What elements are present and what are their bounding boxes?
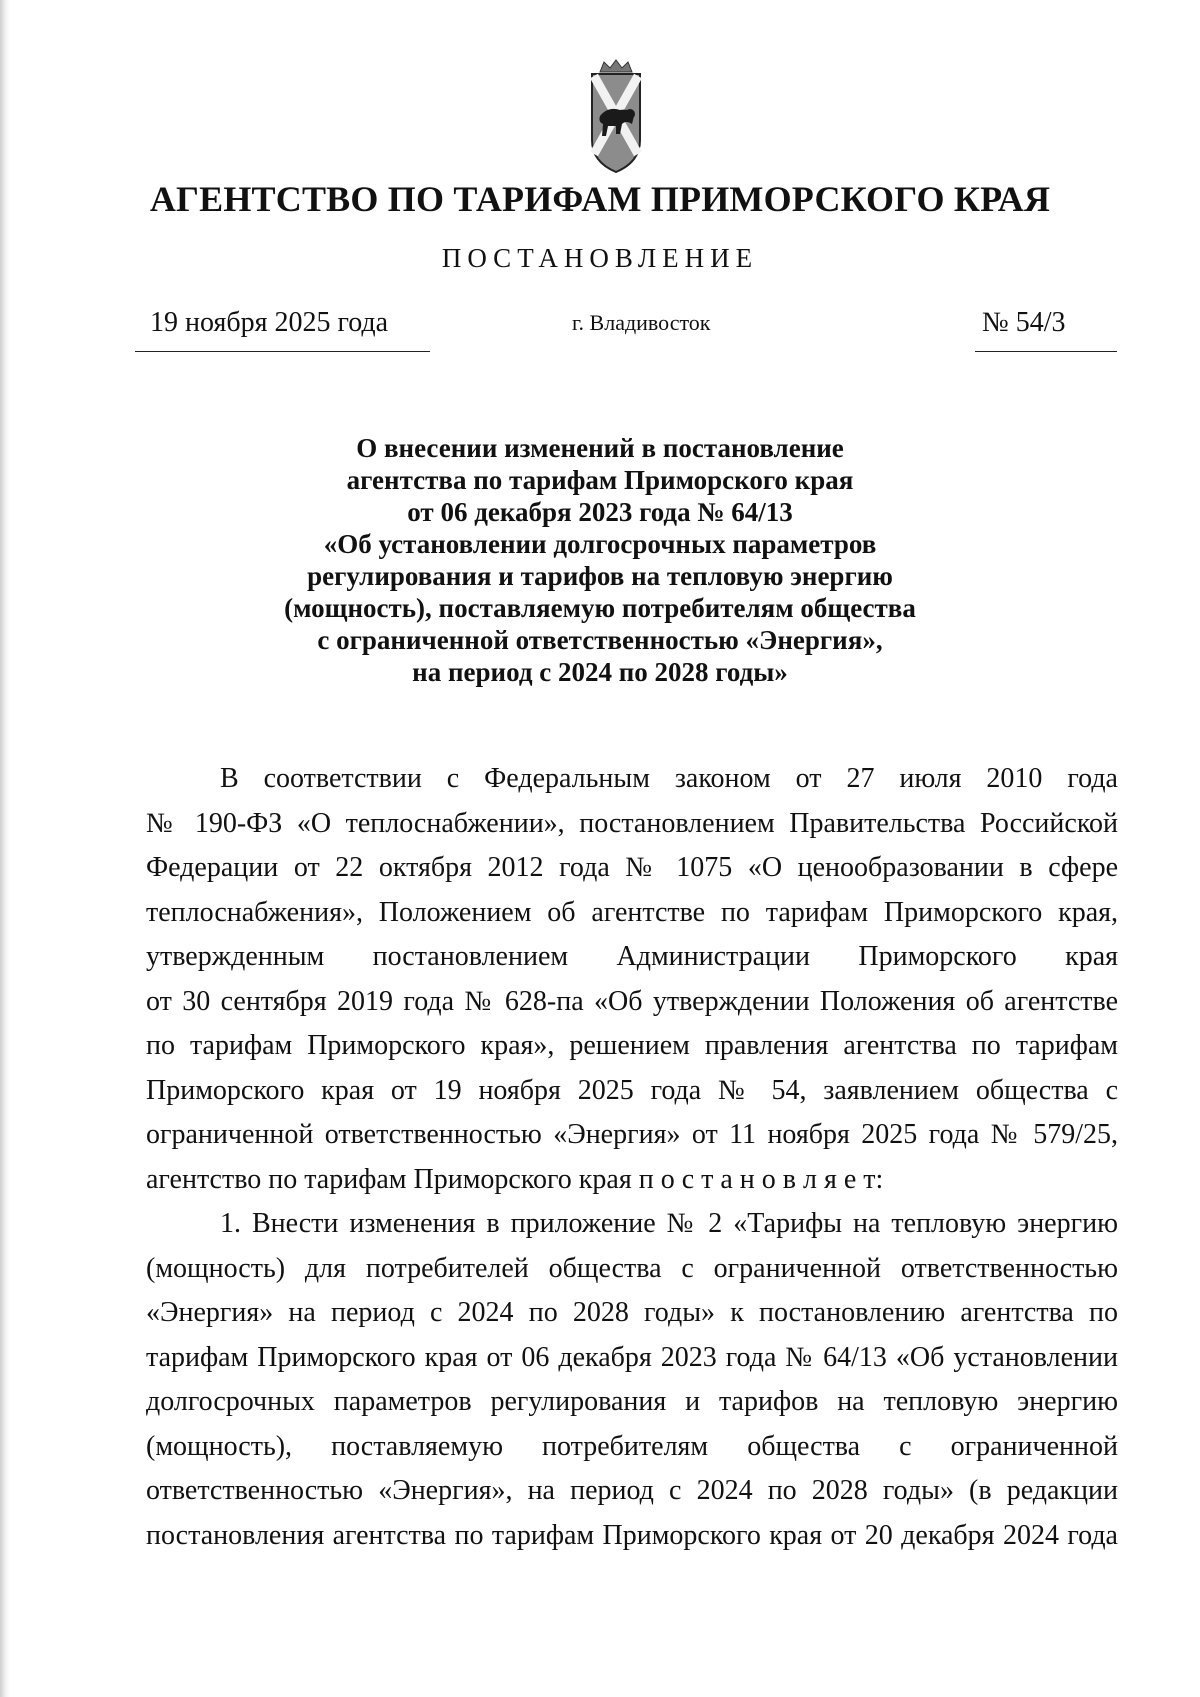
paragraph-line: по тарифам Приморского края», решением правления агентства по тарифам (146, 1030, 1118, 1061)
paragraph-line: № 190-ФЗ «О теплоснабжении», постановлением Правительства Российской (146, 807, 1118, 839)
document-date: 19 ноября 2025 года (150, 307, 389, 338)
document-type: ПОСТАНОВЛЕНИЕ (441, 243, 759, 273)
paragraph-line: утвержденным постановлением Администрации Приморского края (146, 941, 1118, 972)
paragraph-line: Приморского края от 19 ноября 2025 года № 54, заявлением общества с (146, 1074, 1118, 1106)
paragraph-line: от 30 сентября 2019 года № 628-па «Об утверждении Положения об агентстве (146, 985, 1118, 1017)
document-number: № 54/3 (982, 307, 1066, 338)
title-line: регулирования и тарифов на тепловую энергию (307, 561, 893, 591)
paragraph-line: В соответствии с Федеральным законом от 27 июля 2010 года (220, 763, 1118, 794)
paragraph-line: «Энергия» на период с 2024 по 2028 годы» к постановлению агентства по (146, 1297, 1118, 1328)
title-line: на период с 2024 по 2028 годы» (412, 657, 788, 687)
date-underline (135, 351, 430, 352)
document-title (150, 432, 1050, 688)
document-body (146, 757, 1118, 1558)
title-line: «Об установлении долгосрочных параметров (323, 529, 877, 559)
paragraph-line: ограниченной ответственностью «Энергия» от 11 ноября 2025 года № 579/25, (146, 1119, 1118, 1150)
paragraph-line: 1. Внести изменения в приложение № 2 «Тарифы на тепловую энергию (220, 1208, 1118, 1239)
coat-of-arms-icon (586, 58, 646, 176)
paragraph-line: постановления агентства по тарифам Приморского края от 20 декабря 2024 года (146, 1519, 1118, 1551)
paragraph-line: ответственностью «Энергия», на период с 2024 по 2028 годы» (в редакции (146, 1475, 1118, 1506)
paragraph-line: (мощность), поставляемую потребителям общества с ограниченной (146, 1430, 1118, 1462)
paragraph-line: теплоснабжения», Положением об агентстве по тарифам Приморского края, (146, 896, 1118, 928)
paragraph-line: агентство по тарифам Приморского края п о с т а н о в л я е т: (146, 1163, 884, 1195)
paragraph-line: (мощность) для потребителей общества с ограниченной ответственностью (146, 1252, 1118, 1284)
paragraph-line: долгосрочных параметров регулирования и тарифов на тепловую энергию (146, 1386, 1118, 1417)
paragraph-line: тарифам Приморского края от 06 декабря 2023 года № 64/13 «Об установлении (146, 1341, 1118, 1373)
title-line: от 06 декабря 2023 года № 64/13 (407, 497, 793, 527)
document-city: г. Владивосток (572, 310, 711, 335)
title-line: О внесении изменений в постановление (356, 433, 844, 463)
title-line: с ограниченной ответственностью «Энергия», (317, 625, 883, 655)
agency-name: АГЕНТСТВО ПО ТАРИФАМ ПРИМОРСКОГО КРАЯ (149, 179, 1051, 219)
number-underline (975, 351, 1117, 352)
title-line: (мощность), поставляемую потребителям общества (284, 593, 916, 623)
title-line: агентства по тарифам Приморского края (346, 465, 854, 495)
paragraph-line: Федерации от 22 октября 2012 года № 1075 «О ценообразовании в сфере (146, 852, 1118, 883)
